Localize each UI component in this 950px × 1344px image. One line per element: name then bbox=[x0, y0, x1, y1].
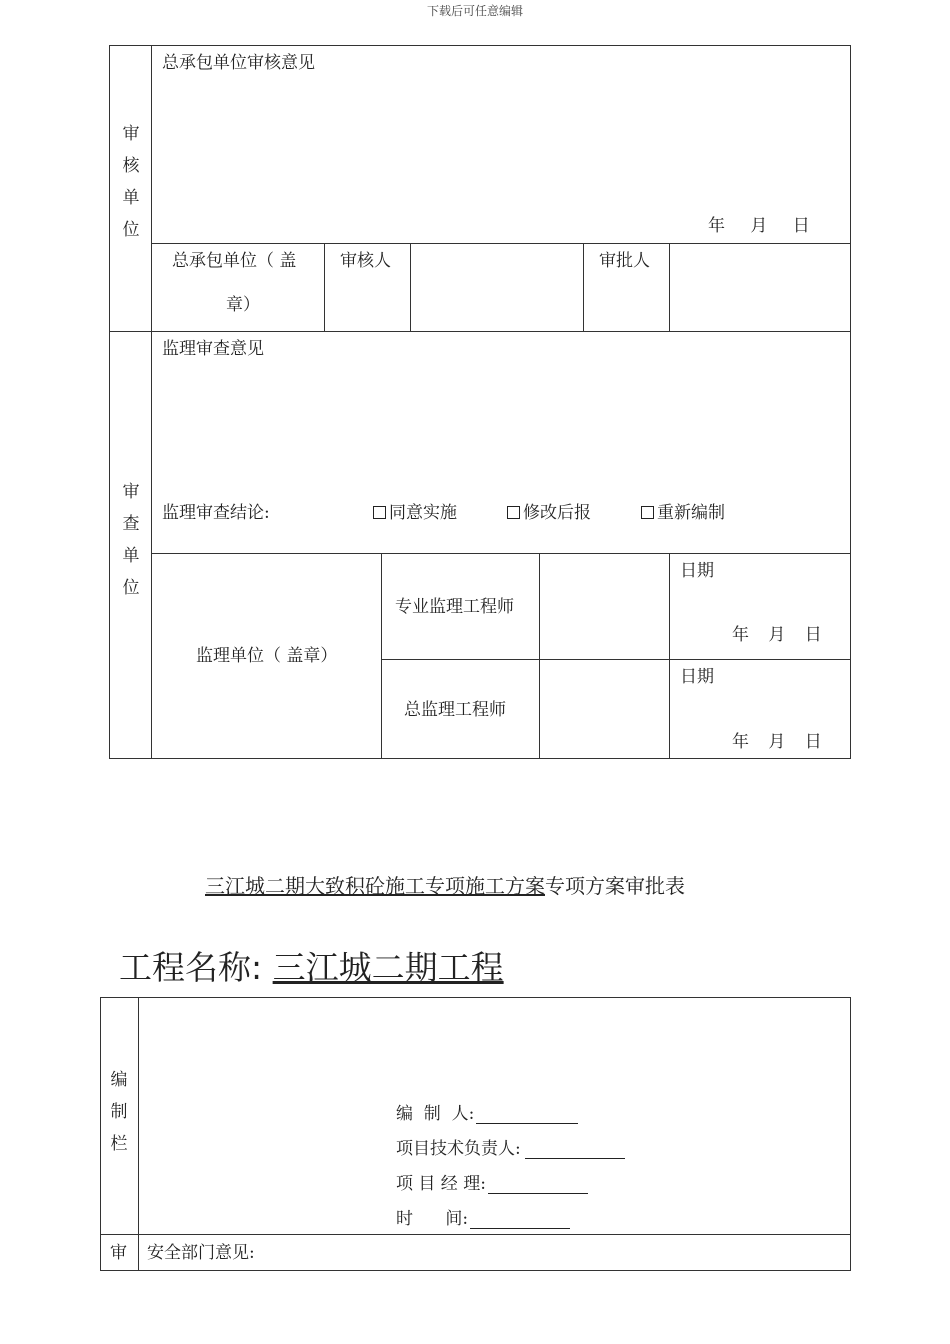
reviewer-label: 审核人 bbox=[340, 251, 391, 271]
supervision-conclusion-label: 监理审查结论: bbox=[162, 503, 270, 523]
safety-dept-opinion-label: 安全部门意见: bbox=[147, 1243, 255, 1263]
contractor-seal-label: 总承包单位（ 盖 bbox=[172, 251, 297, 271]
time-field[interactable]: 时 间: bbox=[396, 1204, 570, 1229]
inspection-unit-side-label: 审 查 单 位 bbox=[122, 482, 140, 598]
checkbox-icon bbox=[373, 506, 386, 519]
option-approve[interactable]: 同意实施 bbox=[373, 498, 457, 523]
approver-signature-field[interactable] bbox=[671, 245, 848, 329]
project-name-row bbox=[119, 942, 504, 989]
checkbox-icon bbox=[507, 506, 520, 519]
project-manager-field[interactable]: 项 目 经 理: bbox=[396, 1169, 588, 1194]
chief-engineer-label: 总监理工程师 bbox=[404, 700, 506, 720]
supervision-seal-label: 监理单位（ 盖章） bbox=[196, 646, 338, 666]
option-revise-resubmit[interactable]: 修改后报 bbox=[507, 498, 591, 523]
page-header: 下载后可任意编辑 bbox=[426, 4, 523, 18]
date-label-2: 日期 bbox=[680, 667, 714, 687]
project-name-label: 工程名称: bbox=[119, 948, 263, 987]
chief-engineer-signature[interactable] bbox=[541, 661, 667, 757]
professional-engineer-signature[interactable] bbox=[541, 555, 667, 657]
option-recompile[interactable]: 重新编制 bbox=[641, 498, 725, 523]
compile-side-label: 编 制 栏 bbox=[110, 1070, 128, 1154]
date-label: 日期 bbox=[680, 561, 714, 581]
reviewer-signature-field[interactable] bbox=[412, 245, 581, 329]
form-title: 三江城二期大致积砼施工专项施工方案专项方案审批表 bbox=[205, 874, 685, 898]
contractor-seal-label-2: 章） bbox=[226, 295, 260, 315]
supervision-opinion-label: 监理审查意见 bbox=[162, 339, 264, 359]
engineer-date: 年 月 日 bbox=[732, 625, 822, 645]
tech-lead-field[interactable]: 项目技术负责人: bbox=[396, 1134, 625, 1159]
chief-date: 年 月 日 bbox=[732, 732, 822, 752]
compiler-field[interactable]: 编 制 人: bbox=[396, 1099, 578, 1124]
checkbox-icon bbox=[641, 506, 654, 519]
review-side-label: 审 bbox=[110, 1243, 127, 1263]
review-unit-side-label: 审 核 单 位 bbox=[122, 124, 140, 240]
contractor-opinion-label: 总承包单位审核意见 bbox=[162, 53, 315, 73]
approver-label: 审批人 bbox=[599, 251, 650, 271]
professional-engineer-label: 专业监理工程师 bbox=[395, 597, 514, 617]
review-date: 年 月 日 bbox=[708, 216, 810, 236]
project-name-value: 三江城二期工程 bbox=[272, 948, 504, 987]
